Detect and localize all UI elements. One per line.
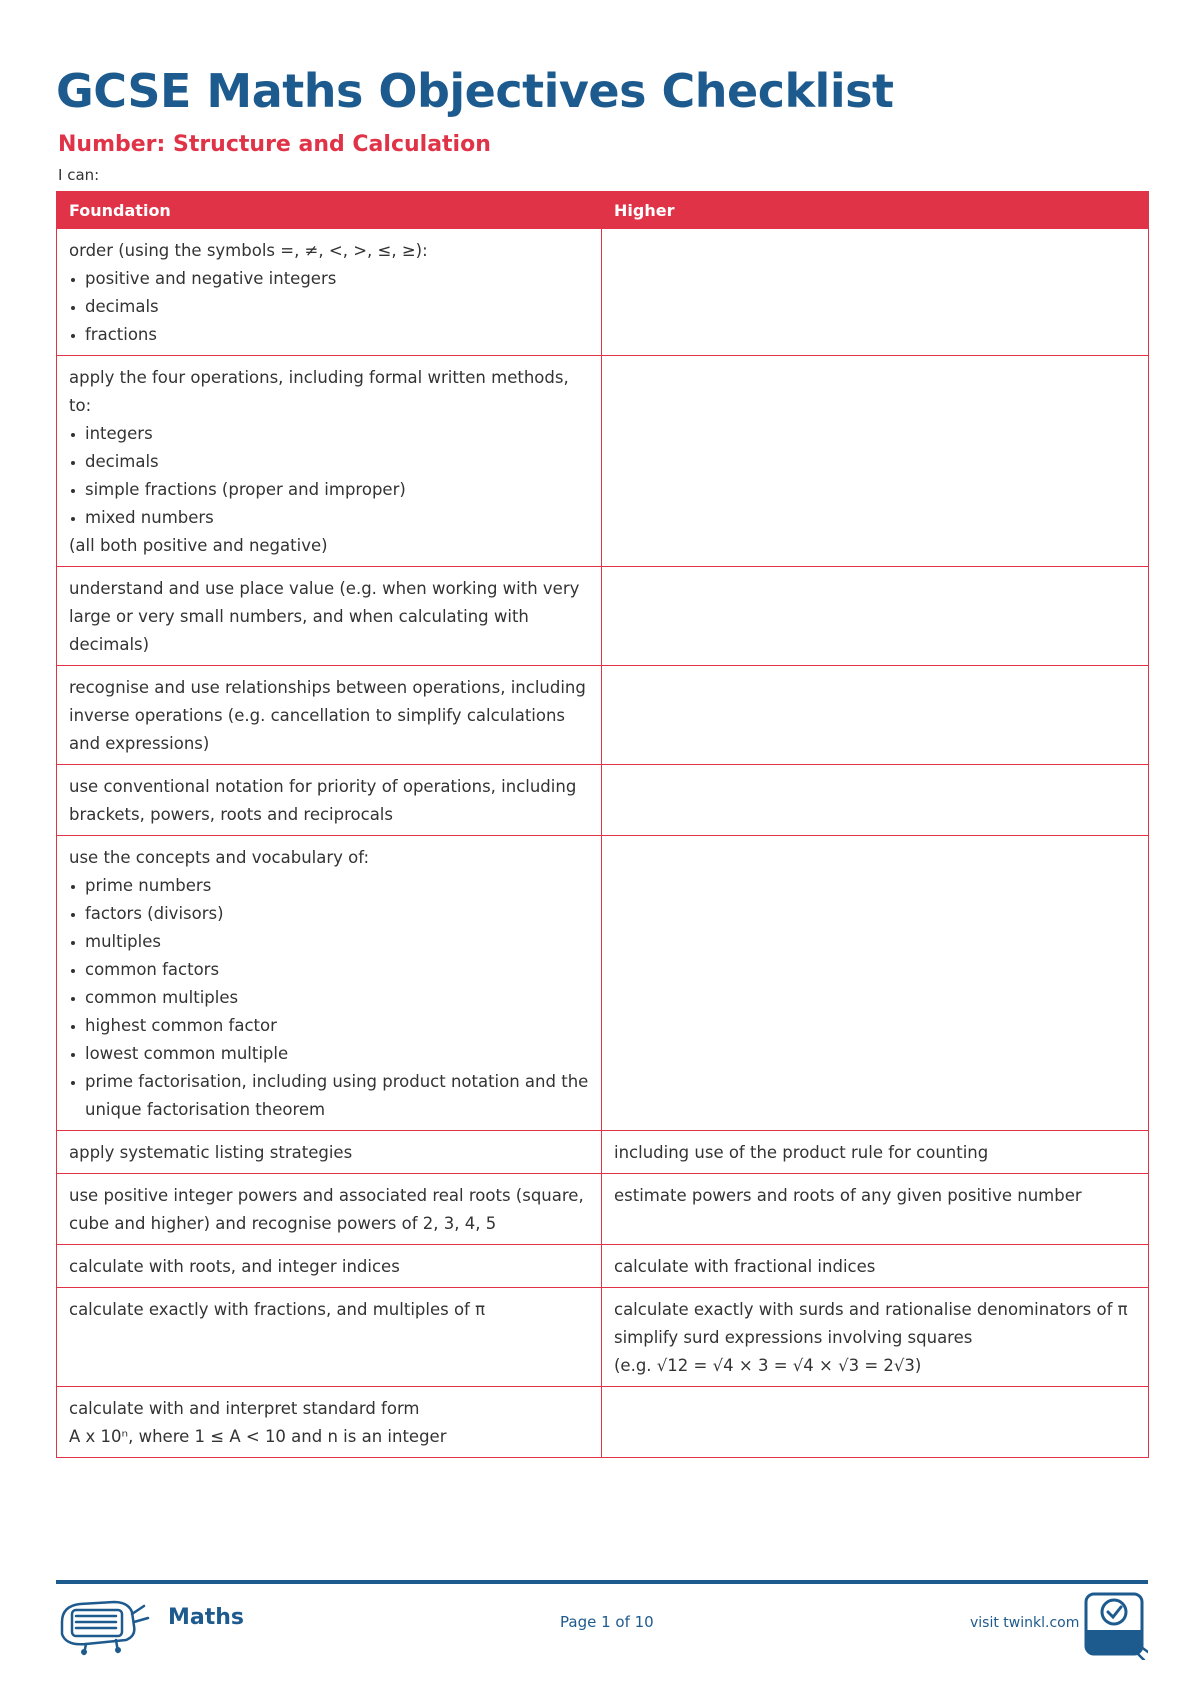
objective-bullet: multiples	[69, 928, 589, 956]
table-row	[57, 836, 1149, 1131]
higher-cell	[602, 1288, 1149, 1387]
page-number: Page 1 of 10	[560, 1613, 654, 1631]
higher-cell	[602, 1131, 1149, 1174]
higher-cell	[602, 1245, 1149, 1288]
objective-bullet: factors (divisors)	[69, 900, 589, 928]
objective-bullet: common factors	[69, 956, 589, 984]
objective-text: including use of the product rule for counting	[614, 1143, 989, 1162]
foundation-cell	[57, 567, 602, 666]
objectives-table	[56, 191, 1149, 1458]
foundation-cell	[57, 1288, 602, 1387]
table-row	[57, 1174, 1149, 1245]
objective-text: use conventional notation for priority of operations, including brackets, powers, roots and reciprocals	[69, 777, 577, 824]
table-row	[57, 1245, 1149, 1288]
column-header-higher: Higher	[602, 192, 1149, 229]
higher-cell	[602, 1174, 1149, 1245]
objective-text: calculate with and interpret standard form	[69, 1399, 420, 1418]
objective-text: apply the four operations, including formal written methods, to:	[69, 368, 569, 415]
foundation-cell	[57, 765, 602, 836]
objective-text: recognise and use relationships between operations, including inverse operations (e.g. cancellation to simplify calculations and expressions)	[69, 678, 586, 753]
table-row	[57, 1131, 1149, 1174]
higher-cell	[602, 666, 1149, 765]
foundation-cell	[57, 666, 602, 765]
higher-cell	[602, 229, 1149, 356]
higher-cell	[602, 1387, 1149, 1458]
objective-text: (e.g. √12 = √4 × 3 = √4 × √3 = 2√3)	[614, 1356, 922, 1375]
objective-bullet: fractions	[69, 321, 589, 349]
section-subtitle: Number: Structure and Calculation	[58, 132, 491, 157]
objective-text: use the concepts and vocabulary of:	[69, 848, 370, 867]
objective-bullet: decimals	[69, 293, 589, 321]
objective-bullet: highest common factor	[69, 1012, 589, 1040]
objective-text: use positive integer powers and associated real roots (square, cube and higher) and recognise powers of 2, 3, 4, 5	[69, 1186, 584, 1233]
table-row	[57, 356, 1149, 567]
objective-bullet: integers	[69, 420, 589, 448]
foundation-cell	[57, 229, 602, 356]
objective-bullet: positive and negative integers	[69, 265, 589, 293]
table-row	[57, 567, 1149, 666]
higher-cell	[602, 765, 1149, 836]
objective-text: calculate with fractional indices	[614, 1257, 876, 1276]
table-row	[57, 1288, 1149, 1387]
objective-text: A x 10ⁿ, where 1 ≤ A < 10 and n is an integer	[69, 1427, 447, 1446]
higher-cell	[602, 836, 1149, 1131]
column-header-foundation: Foundation	[57, 192, 602, 229]
foundation-cell	[57, 356, 602, 567]
objective-text: calculate exactly with fractions, and multiples of π	[69, 1300, 486, 1319]
higher-cell	[602, 567, 1149, 666]
footer-link[interactable]: visit twinkl.com	[970, 1615, 1080, 1631]
table-row	[57, 666, 1149, 765]
objective-bullet: simple fractions (proper and improper)	[69, 476, 589, 504]
objective-bullet: lowest common multiple	[69, 1040, 589, 1068]
table-row	[57, 765, 1149, 836]
table-header-row	[57, 192, 1149, 229]
page-title: GCSE Maths Objectives Checklist	[56, 64, 894, 118]
quality-standard-badge-icon	[1082, 1590, 1148, 1660]
objective-bullet: mixed numbers	[69, 504, 589, 532]
footer-divider	[56, 1580, 1148, 1584]
objective-text: calculate with roots, and integer indices	[69, 1257, 400, 1276]
objective-bullet: common multiples	[69, 984, 589, 1012]
foundation-cell	[57, 1245, 602, 1288]
foundation-cell	[57, 1387, 602, 1458]
objective-bullet: decimals	[69, 448, 589, 476]
table-body	[57, 229, 1149, 1458]
table-row	[57, 229, 1149, 356]
objective-bullet: prime factorisation, including using product notation and the unique factorisation theorem	[69, 1068, 589, 1124]
objective-text: simplify surd expressions involving squares	[614, 1328, 973, 1347]
foundation-cell	[57, 1131, 602, 1174]
footer-subject: Maths	[168, 1605, 245, 1630]
objective-text: order (using the symbols =, ≠, <, >, ≤, ≥):	[69, 241, 428, 260]
twinkl-logo-icon	[56, 1592, 152, 1658]
foundation-cell	[57, 1174, 602, 1245]
objective-text: apply systematic listing strategies	[69, 1143, 353, 1162]
objective-text: estimate powers and roots of any given positive number	[614, 1186, 1082, 1205]
objective-text: calculate exactly with surds and rationalise denominators of π	[614, 1300, 1128, 1319]
table-row	[57, 1387, 1149, 1458]
intro-text: I can:	[58, 166, 100, 184]
objective-bullet: prime numbers	[69, 872, 589, 900]
objective-text: understand and use place value (e.g. when working with very large or very small numbers, and when calculating with decimals)	[69, 579, 580, 654]
higher-cell	[602, 356, 1149, 567]
foundation-cell	[57, 836, 602, 1131]
objective-text: (all both positive and negative)	[69, 536, 328, 555]
